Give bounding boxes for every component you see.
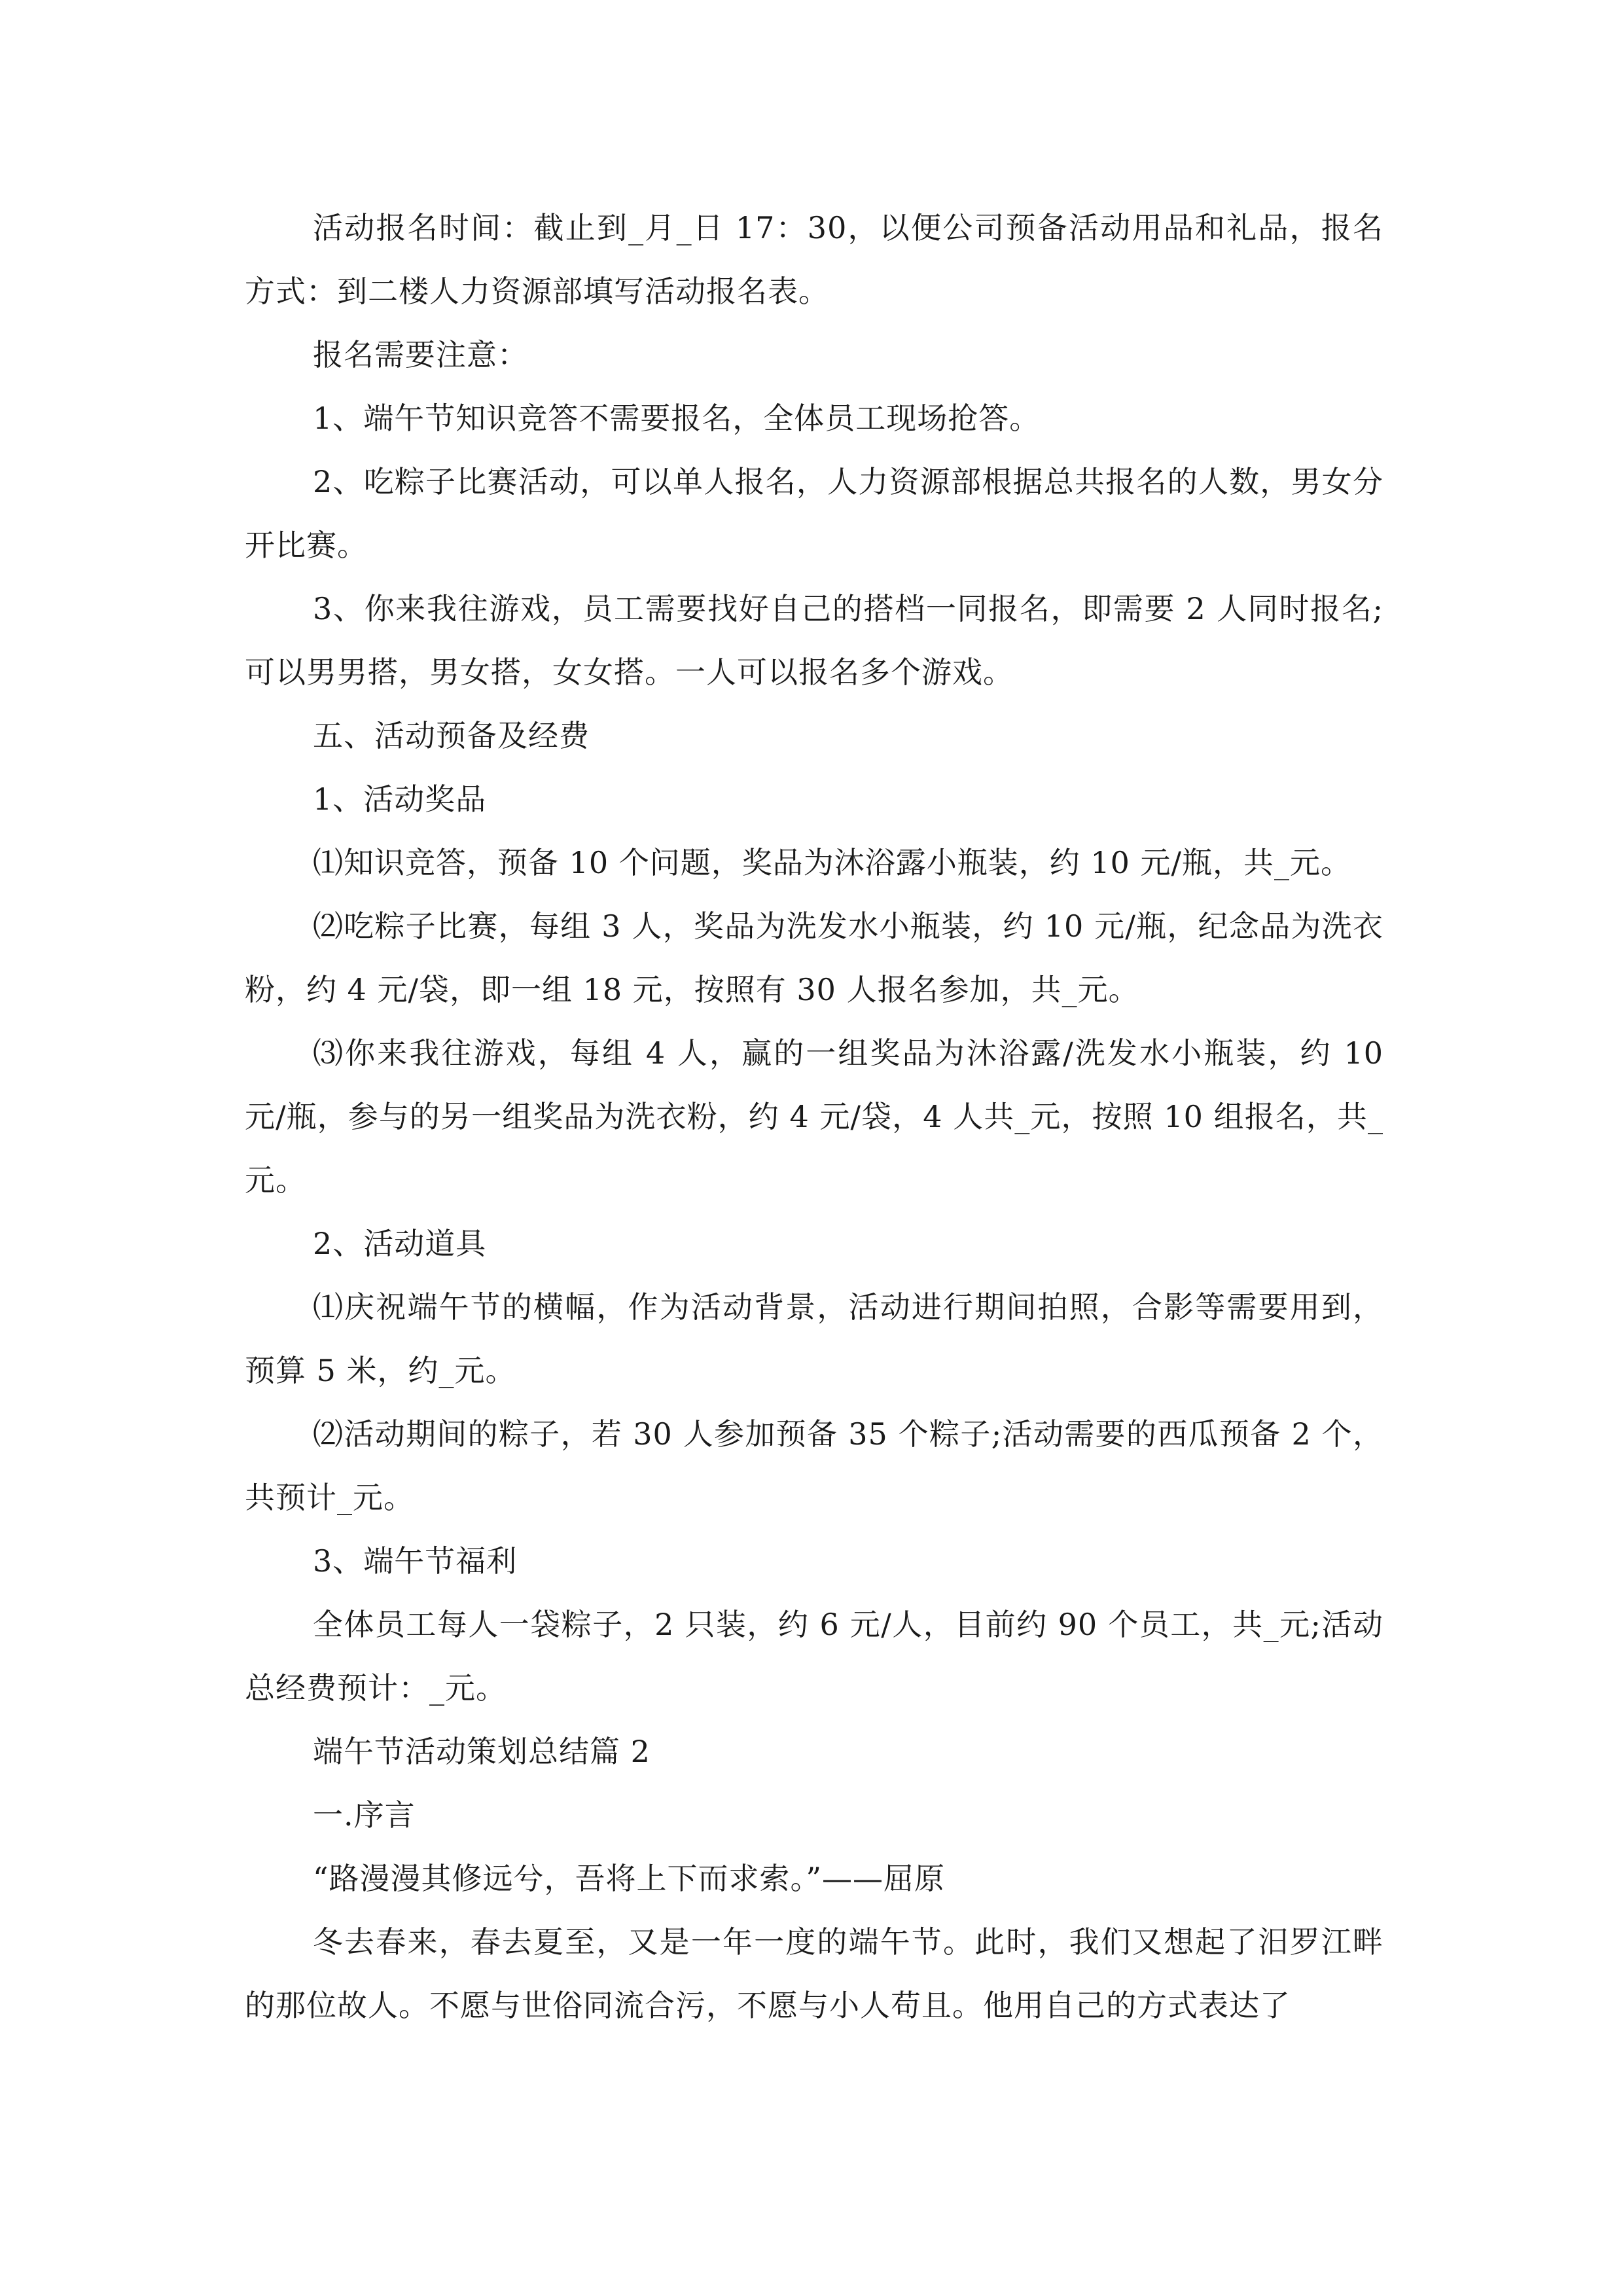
section-heading-preparation: 五、活动预备及经费 [313, 718, 590, 753]
paragraph-note-2: 2、吃粽子比赛活动，可以单人报名，人力资源部根据总共报名的人数，男女分开比赛。 [245, 464, 1383, 563]
paragraph-prize-3: ⑶你来我往游戏，每组 4 人，赢的一组奖品为沐浴露/洗发水小瓶装，约 10 元/瓶，参与的另一组奖品为洗衣粉，约 4 元/袋，4 人共_元，按照 10 组报名，共_元。 [245, 1035, 1383, 1198]
paragraph-registration-notes: 报名需要注意： [313, 337, 528, 372]
paragraph-benefits: 全体员工每人一袋粽子，2 只装，约 6 元/人，目前约 90 个员工，共_元;活动总经费预计：_元。 [245, 1607, 1383, 1706]
paragraph-note-3: 3、你来我往游戏，员工需要找好自己的搭档一同报名，即需要 2 人同时报名;可以男男搭，男女搭，女女搭。一人可以报名多个游戏。 [245, 591, 1383, 690]
document-body [245, 196, 1383, 2037]
paragraph-intro: 冬去春来，春去夏至，又是一年一度的端午节。此时，我们又想起了汨罗江畔的那位故人。不愿与世俗同流合污，不愿与小人苟且。他用自己的方式表达了 [245, 1924, 1383, 2023]
section-heading-preface: 一.序言 [313, 1797, 416, 1833]
paragraph-prop-2: ⑵活动期间的粽子，若 30 人参加预备 35 个粽子;活动需要的西瓜预备 2 个，共预计_元。 [245, 1416, 1383, 1515]
paragraph-quote: “路漫漫其修远兮，吾将上下而求索。”——屈原 [313, 1861, 946, 1896]
paragraph-prize-1: ⑴知识竞答，预备 10 个问题，奖品为沐浴露小瓶装，约 10 元/瓶，共_元。 [313, 845, 1352, 880]
article-title-part-2: 端午节活动策划总结篇 2 [313, 1734, 651, 1769]
paragraph-prize-2: ⑵吃粽子比赛，每组 3 人，奖品为洗发水小瓶装，约 10 元/瓶，纪念品为洗衣粉，约 4 元/袋，即一组 18 元，按照有 30 人报名参加，共_元。 [245, 908, 1383, 1007]
subheading-props: 2、活动道具 [313, 1226, 487, 1261]
subheading-prizes: 1、活动奖品 [313, 781, 487, 817]
paragraph-registration-time: 活动报名时间：截止到_月_日 17：30，以便公司预备活动用品和礼品，报名方式：到二楼人力资源部填写活动报名表。 [245, 210, 1383, 309]
subheading-benefits: 3、端午节福利 [313, 1543, 518, 1579]
paragraph-note-1: 1、端午节知识竞答不需要报名，全体员工现场抢答。 [313, 401, 1041, 436]
paragraph-prop-1: ⑴庆祝端午节的横幅，作为活动背景，活动进行期间拍照，合影等需要用到，预算 5 米，约_元。 [245, 1289, 1383, 1388]
